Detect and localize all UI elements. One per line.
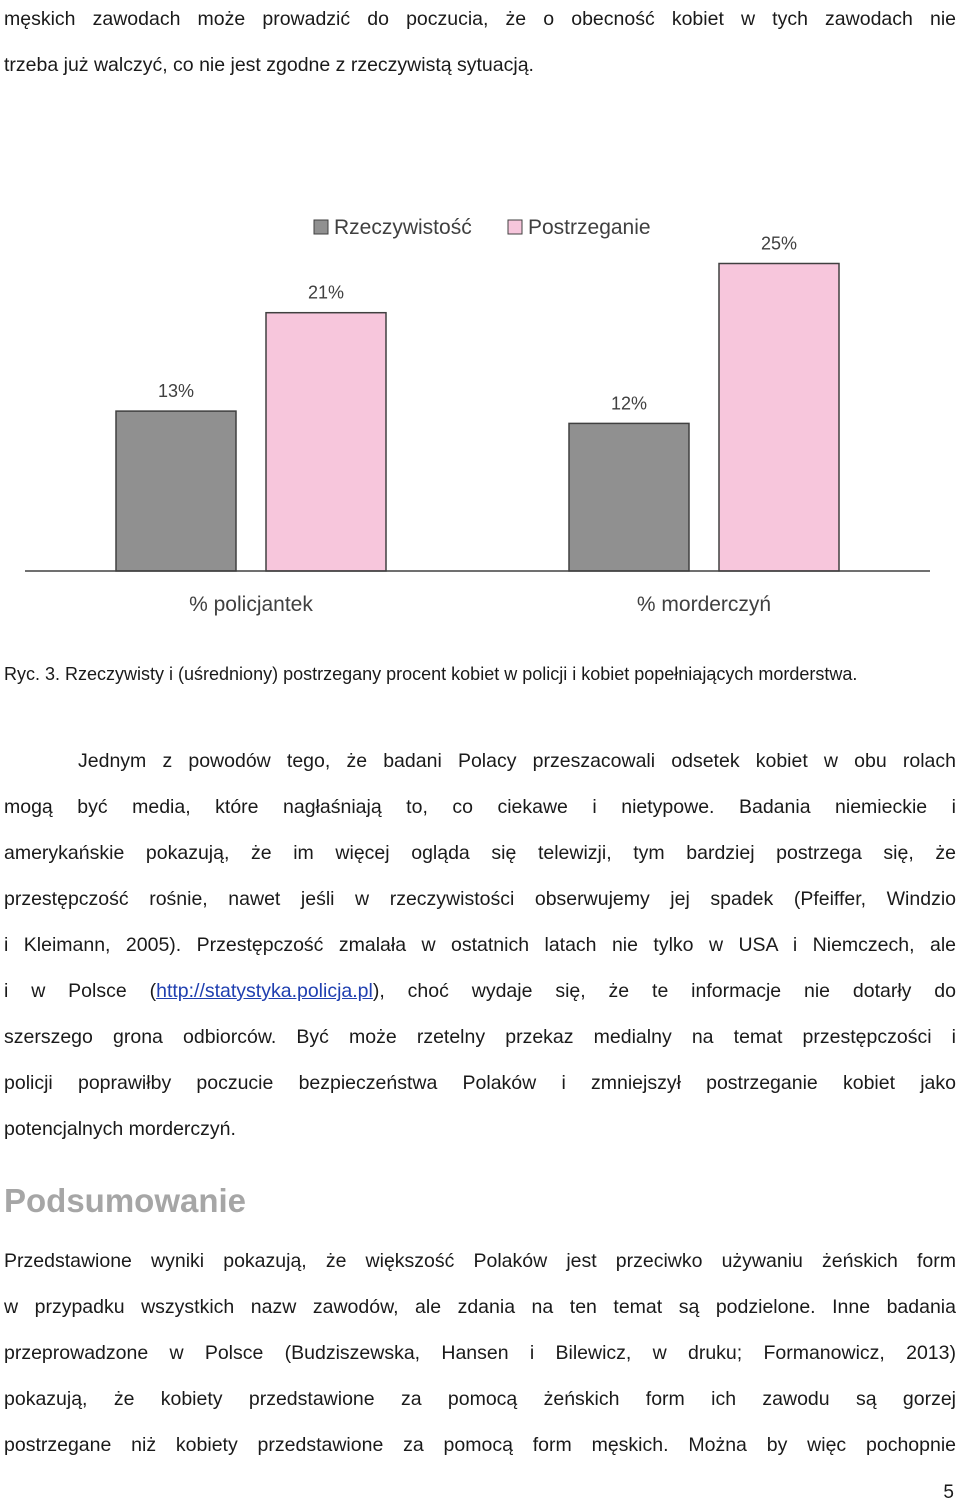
text-line: Przedstawione wyniki pokazują, że większość Polaków jest przeciwko używaniu żeńskich form [4,1250,956,1272]
legend-label-postrzeganie: Postrzeganie [528,216,651,239]
text-line: i Kleimann, 2005). Przestępczość zmalała w ostatnich latach nie tylko w USA i Niemczech, ale [4,934,956,956]
section-heading: Podsumowanie [4,1182,247,1219]
text-line: potencjalnych morderczyń. [4,1118,236,1140]
bar-postrzeganie-policjantek [266,313,386,571]
text-line: Jednym z powodów tego, że badani Polacy przeszacowali odsetek kobiet w obu rolach [78,750,956,772]
legend-swatch-postrzeganie [508,220,522,234]
text-line: trzeba już walczyć, co nie jest zgodne z rzeczywistą sytuacją. [4,54,534,76]
page-number: 5 [943,1482,954,1503]
text-line: mogą być media, które nagłaśniają to, co ciekawe i nietypowe. Badania niemieckie i [4,796,956,818]
text-line: w przypadku wszystkich nazw zawodów, ale zdania na ten temat są podzielone. Inne badania [4,1296,956,1318]
text-line: szerszego grona odbiorców. Być może rzetelny przekaz medialny na temat przestępczości i [4,1026,956,1048]
bar-rzeczywistosc-policjantek [116,411,236,571]
chart-legend [314,216,651,239]
legend-label-rzeczywistosc: Rzeczywistość [334,216,472,239]
summary-paragraph [4,1238,956,1468]
data-label-rzeczywistosc-morderczyn: 12% [610,393,648,414]
body-paragraph [4,738,956,1152]
text-line: amerykańskie pokazują, że im więcej ogląda się telewizji, tym bardziej postrzega się, że [4,842,956,864]
statystyka-link[interactable]: http://statystyka.policja.pl [156,980,373,1002]
x-tick-label-policjantek: % policjantek [189,593,313,616]
data-label-rzeczywistosc-policjantek: 13% [157,381,195,402]
text-line: pokazują, że kobiety przedstawione za pomocą żeńskich form ich zawodu są gorzej [4,1388,956,1410]
text-fragment: ), choć wydaje się, że te informacje nie dotarły do [372,980,956,1002]
text-line: postrzegane niż kobiety przedstawione za pomocą form męskich. Można by więc pochopnie [4,1434,956,1456]
text-line: męskich zawodach może prowadzić do poczucia, że o obecność kobiet w tych zawodach nie [4,8,956,30]
text-line: przeprowadzone w Polsce (Budziszewska, Hansen i Bilewicz, w druku; Formanowicz, 2013) [4,1342,956,1364]
data-label-postrzeganie-morderczyn: 25% [760,233,798,254]
legend-swatch-rzeczywistosc [314,220,328,234]
text-line-with-link [4,968,956,1014]
intro-paragraph [4,0,956,88]
data-label-postrzeganie-policjantek: 21% [307,282,345,303]
text-line: policji poprawiłby poczucie bezpieczeństwa Polaków i zmniejszył postrzeganie kobiet jako [4,1072,956,1094]
figure-caption: Ryc. 3. Rzeczywisty i (uśredniony) postrzegany procent kobiet w policji i kobiet popełniających morderstwa. [4,664,858,684]
text-line: przestępczość rośnie, nawet jeśli w rzeczywistości obserwujemy jej spadek (Pfeiffer, Windzio [4,888,956,910]
bars-layer [116,234,839,572]
bar-rzeczywistosc-morderczyn [569,423,689,571]
bar-chart [0,200,960,630]
x-tick-label-morderczyn: % morderczyń [636,593,772,616]
chart-canvas [0,200,960,630]
bar-postrzeganie-morderczyn [719,264,839,572]
text-fragment: i w Polsce ( [4,980,157,1002]
